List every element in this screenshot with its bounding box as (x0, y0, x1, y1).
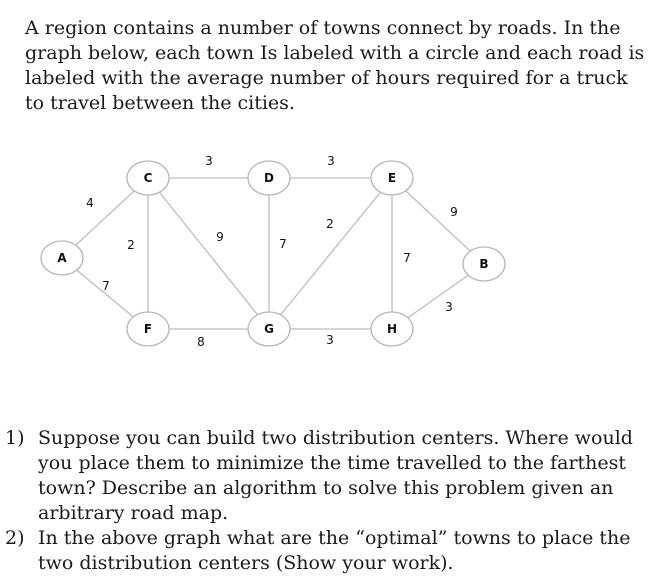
town-b-label: B (479, 257, 489, 271)
question-item (0, 426, 640, 526)
question-item (0, 526, 640, 576)
question-number: 2) (5, 527, 25, 549)
graph-svg (0, 140, 520, 355)
town-d (248, 161, 290, 195)
weight-g-e: 2 (326, 217, 334, 231)
town-c-label: C (143, 171, 153, 185)
weight-e-h: 7 (403, 251, 411, 265)
town-d-label: D (264, 171, 274, 185)
edge-g-e (269, 178, 392, 329)
town-g-label: G (264, 322, 274, 336)
town-c (127, 161, 169, 195)
weight-f-g: 8 (197, 335, 205, 349)
town-f (127, 312, 169, 346)
question-text: Suppose you can build two distribution centers. Where would you place them to minimize the time travelled to the farthest town? Describe an algorithm to solve this problem given an arbitrary road map. (38, 427, 633, 524)
town-g (248, 312, 290, 346)
weight-h-b: 3 (445, 300, 453, 314)
town-a (41, 241, 83, 275)
question-text: In the above graph what are the “optimal” towns to place the two distribution centers (Show your work). (38, 527, 631, 574)
edge-c-g (148, 178, 269, 329)
weight-a-c: 4 (86, 196, 94, 210)
weight-d-e: 3 (327, 154, 335, 168)
town-e-label: E (387, 171, 397, 185)
intro-paragraph: A region contains a number of towns connect by roads. In the graph below, each town Is labeled with a circle and each road is labeled with the average number of hours required for a truck to travel between the cities. (25, 17, 645, 114)
town-h-label: H (386, 322, 398, 336)
town-h (371, 312, 413, 346)
town-e (371, 161, 413, 195)
weight-d-g: 7 (279, 237, 287, 251)
question-number: 1) (5, 427, 25, 449)
weight-c-f: 2 (127, 238, 135, 252)
town-f-label: F (143, 322, 153, 336)
town-b (463, 247, 505, 281)
weight-c-g: 9 (216, 230, 224, 244)
town-a-label: A (57, 251, 67, 265)
road-network-graph (0, 140, 520, 355)
question-list (0, 426, 640, 576)
weight-e-b: 9 (450, 205, 458, 219)
weight-a-f: 7 (102, 279, 110, 293)
weight-g-h: 3 (326, 333, 334, 347)
weight-c-d: 3 (205, 154, 213, 168)
